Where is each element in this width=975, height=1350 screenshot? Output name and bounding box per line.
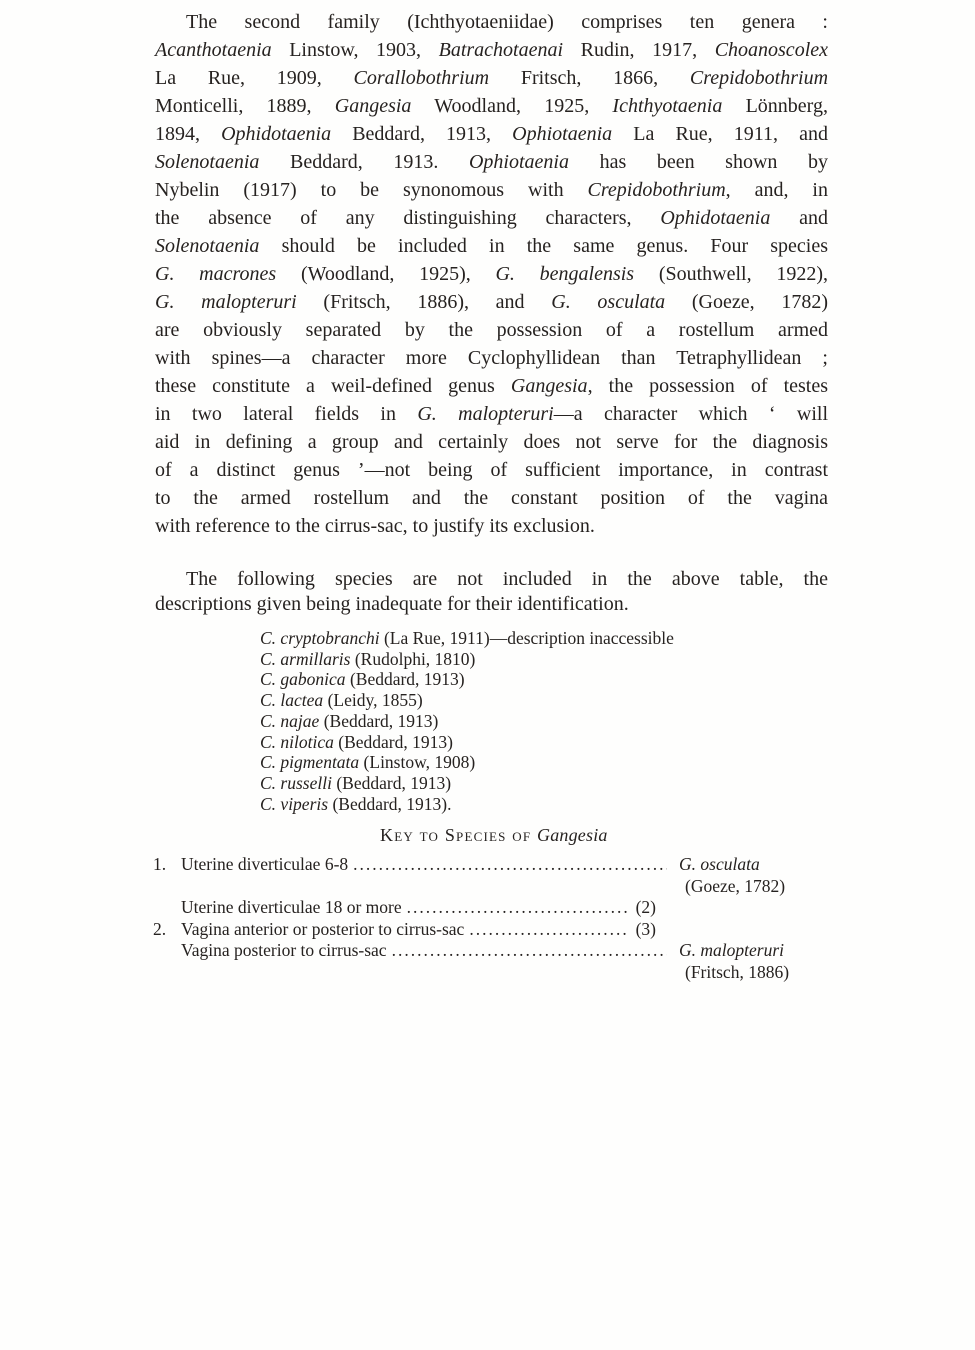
species-list-item: C. lactea (Leidy, 1855) [260,690,423,711]
key-row-result: (3) [635,918,656,939]
paragraph-excluded-species-note [155,567,828,617]
key-row-result: (2) [635,897,656,918]
key-row [155,940,828,962]
key-row [155,897,828,919]
species-list-item: C. russelli (Beddard, 1913) [260,772,452,793]
text-line: with spines—a character more Cyclophyllidean than Tetraphyllidean ; [155,347,828,369]
text-line: in two lateral fields in G. malopteruri—a character which ‘ will [155,403,828,425]
text-line: descriptions given being inadequate for their identification. [155,593,629,615]
text-column [155,8,828,983]
key-row-label: Vagina posterior to cirrus-sac [181,940,387,961]
key-row-result: G. malopteruri [679,940,784,961]
text-line: Monticelli, 1889, Gangesia Woodland, 1925, Ichthyotaenia Lönnberg, [155,95,828,117]
key-row-result: G. osculata [679,854,760,875]
key-heading: Key to Species of Gangesia [380,825,608,846]
key-row [155,919,828,941]
text-line: these constitute a weil-defined genus Gangesia, the possession of testes [155,375,828,397]
text-line: of a distinct genus ’—not being of sufficient importance, in contrast [155,459,828,481]
text-line: aid in defining a group and certainly does not serve for the diagnosis [155,431,828,453]
key-row [155,854,828,876]
key-row-result-citation: (Goeze, 1782) [685,875,786,896]
text-line: The following species are not included in the above table, the [186,568,828,590]
text-line: Solenotaenia Beddard, 1913. Ophiotaenia has been shown by [155,151,828,173]
text-line: La Rue, 1909, Corallobothrium Fritsch, 1866, Crepidobothrium [155,67,829,89]
key-to-species [155,854,828,983]
text-line: are obviously separated by the possession of a rostellum armed [155,319,828,341]
dot-leader [392,940,667,962]
key-row-number: 1. [153,854,167,875]
species-list-item: C. najae (Beddard, 1913) [260,710,439,731]
key-row-result-citation: (Fritsch, 1886) [685,961,790,982]
key-row-label: Uterine diverticulae 18 or more [181,897,402,918]
species-list-item: C. nilotica (Beddard, 1913) [260,731,453,752]
text-line: Acanthotaenia Linstow, 1903, Batrachotaenai Rudin, 1917, Choanoscolex [155,39,828,61]
text-line: Solenotaenia should be included in the same genus. Four species [155,235,828,257]
species-list-item: C. armillaris (Rudolphi, 1810) [260,648,476,669]
species-list-item: C. viperis (Beddard, 1913). [260,793,452,814]
dot-leader [469,919,627,941]
text-line: to the armed rostellum and the constant position of the vagina [155,487,828,509]
text-line: G. macrones (Woodland, 1925), G. bengalensis (Southwell, 1922), [155,263,829,285]
excluded-species-list [260,628,828,814]
text-line: Nybelin (1917) to be synonomous with Crepidobothrium, and, in [155,179,828,201]
dot-leader [407,897,628,919]
paragraph-family-description [155,8,828,540]
text-line: with reference to the cirrus-sac, to justify its exclusion. [155,515,595,537]
species-list-item: C. cryptobranchi (La Rue, 1911)—description inaccessible [260,628,674,648]
key-row-label: Uterine diverticulae 6-8 [181,854,349,875]
key-row-label: Vagina anterior or posterior to cirrus-sac [181,918,465,939]
text-line: G. malopteruri (Fritsch, 1886), and G. osculata (Goeze, 1782) [155,291,828,313]
species-list-item: C. gabonica (Beddard, 1913) [260,669,465,690]
text-line: the absence of any distinguishing characters, Ophidotaenia and [155,207,828,229]
key-row-number: 2. [153,918,167,939]
dot-leader [353,854,667,876]
text-line: 1894, Ophidotaenia Beddard, 1913, Ophiotaenia La Rue, 1911, and [155,123,828,145]
species-list-item: C. pigmentata (Linstow, 1908) [260,752,476,773]
text-line: The second family (Ichthyotaeniidae) comprises ten genera : [186,11,828,33]
